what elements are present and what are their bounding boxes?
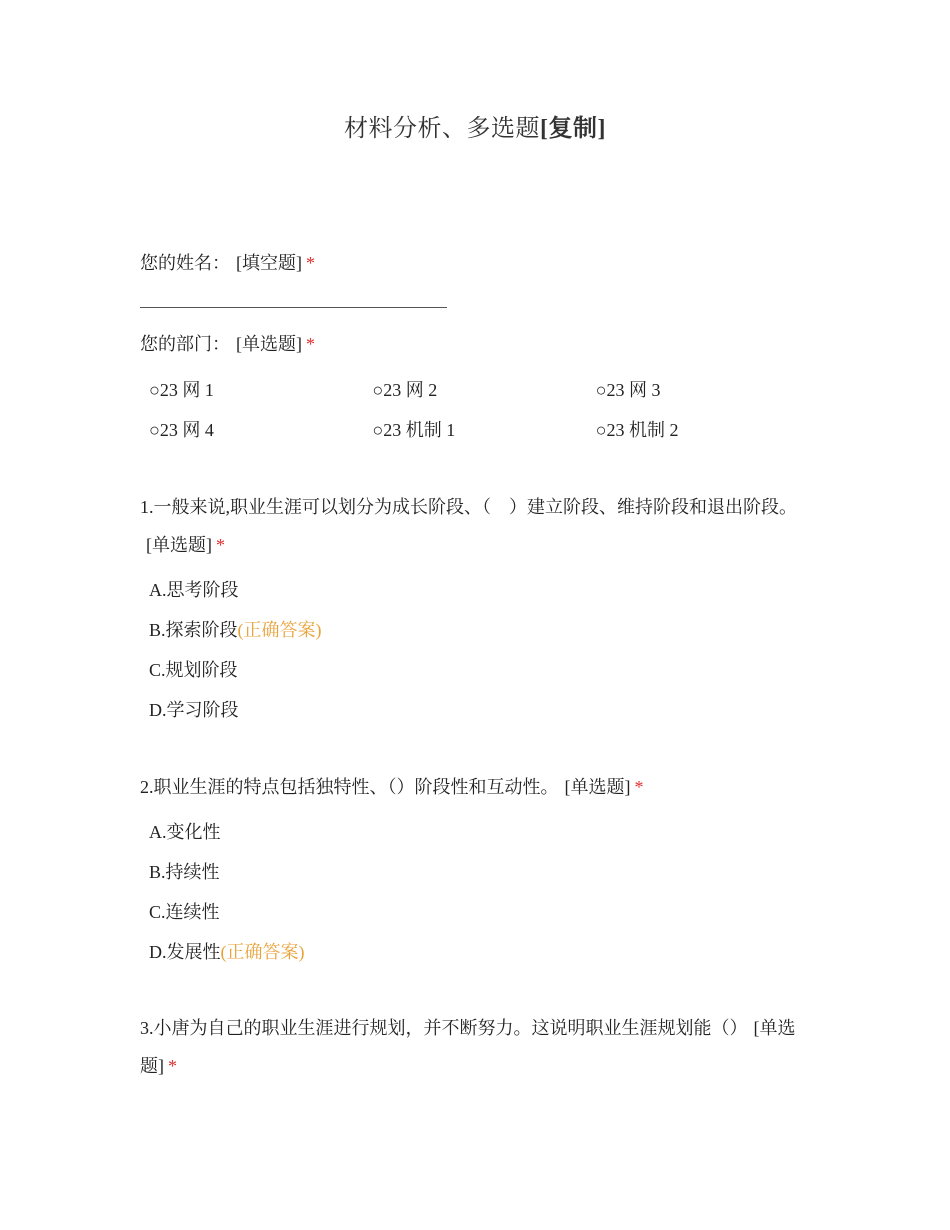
required-mark: * xyxy=(168,1056,177,1076)
question-type: [单选题] xyxy=(564,777,631,797)
question-type: [填空题] xyxy=(236,253,302,273)
question-text: 1.一般来说,职业生涯可以划分为成长阶段、（ ）建立阶段、维持阶段和退出阶段。 xyxy=(140,497,797,517)
required-mark: * xyxy=(634,777,644,797)
radio-option[interactable]: ○23 机制 1 xyxy=(372,420,456,440)
question-text: 您的部门： xyxy=(140,334,230,354)
option[interactable] xyxy=(149,892,799,932)
option[interactable] xyxy=(149,852,799,892)
department-options xyxy=(149,370,819,450)
radio-option[interactable]: ○23 网 4 xyxy=(149,420,214,440)
radio-option[interactable]: ○23 网 1 xyxy=(149,380,214,400)
question-2 xyxy=(140,768,810,806)
option-label: A.变化性 xyxy=(149,822,221,842)
question-3 xyxy=(140,1009,810,1085)
question-name xyxy=(140,244,810,282)
required-mark: * xyxy=(306,253,315,273)
option-label: C.连续性 xyxy=(149,902,220,922)
survey-title xyxy=(0,108,950,143)
question-type: [单选题] xyxy=(140,1018,796,1076)
required-mark: * xyxy=(306,334,315,354)
question-text: 3.小唐为自己的职业生涯进行规划，并不断努力。这说明职业生涯规划能（） xyxy=(140,1018,748,1038)
required-mark: * xyxy=(216,535,225,555)
question-1-options xyxy=(149,570,799,730)
option-label: D.学习阶段 xyxy=(149,700,239,720)
option-label: B.探索阶段 xyxy=(149,620,238,640)
option[interactable] xyxy=(149,932,799,972)
question-text: 2.职业生涯的特点包括独特性、（）阶段性和互动性。 xyxy=(140,777,559,797)
question-type: [单选题] xyxy=(146,535,212,555)
option[interactable] xyxy=(149,570,799,610)
option[interactable] xyxy=(149,690,799,730)
option-label: B.持续性 xyxy=(149,862,220,882)
radio-option[interactable]: ○23 网 2 xyxy=(372,380,438,400)
survey-title-text: 材料分析、多选题 xyxy=(344,116,540,142)
correct-answer-mark: (正确答案) xyxy=(237,620,322,640)
option[interactable] xyxy=(149,650,799,690)
option[interactable] xyxy=(149,610,799,650)
option[interactable] xyxy=(149,812,799,852)
question-1 xyxy=(140,488,810,564)
option-label: C.规划阶段 xyxy=(149,660,238,680)
question-type: [单选题] xyxy=(236,334,302,354)
name-answer-line[interactable] xyxy=(140,307,447,308)
question-department xyxy=(140,325,810,363)
question-2-options xyxy=(149,812,799,972)
option-label: D.发展性 xyxy=(149,942,221,962)
survey-title-suffix: [复制] xyxy=(540,116,606,142)
correct-answer-mark: (正确答案) xyxy=(220,942,305,962)
option-label: A.思考阶段 xyxy=(149,580,239,600)
radio-option[interactable]: ○23 网 3 xyxy=(595,380,661,400)
question-text: 您的姓名： xyxy=(140,253,230,273)
radio-option[interactable]: ○23 机制 2 xyxy=(595,420,679,440)
